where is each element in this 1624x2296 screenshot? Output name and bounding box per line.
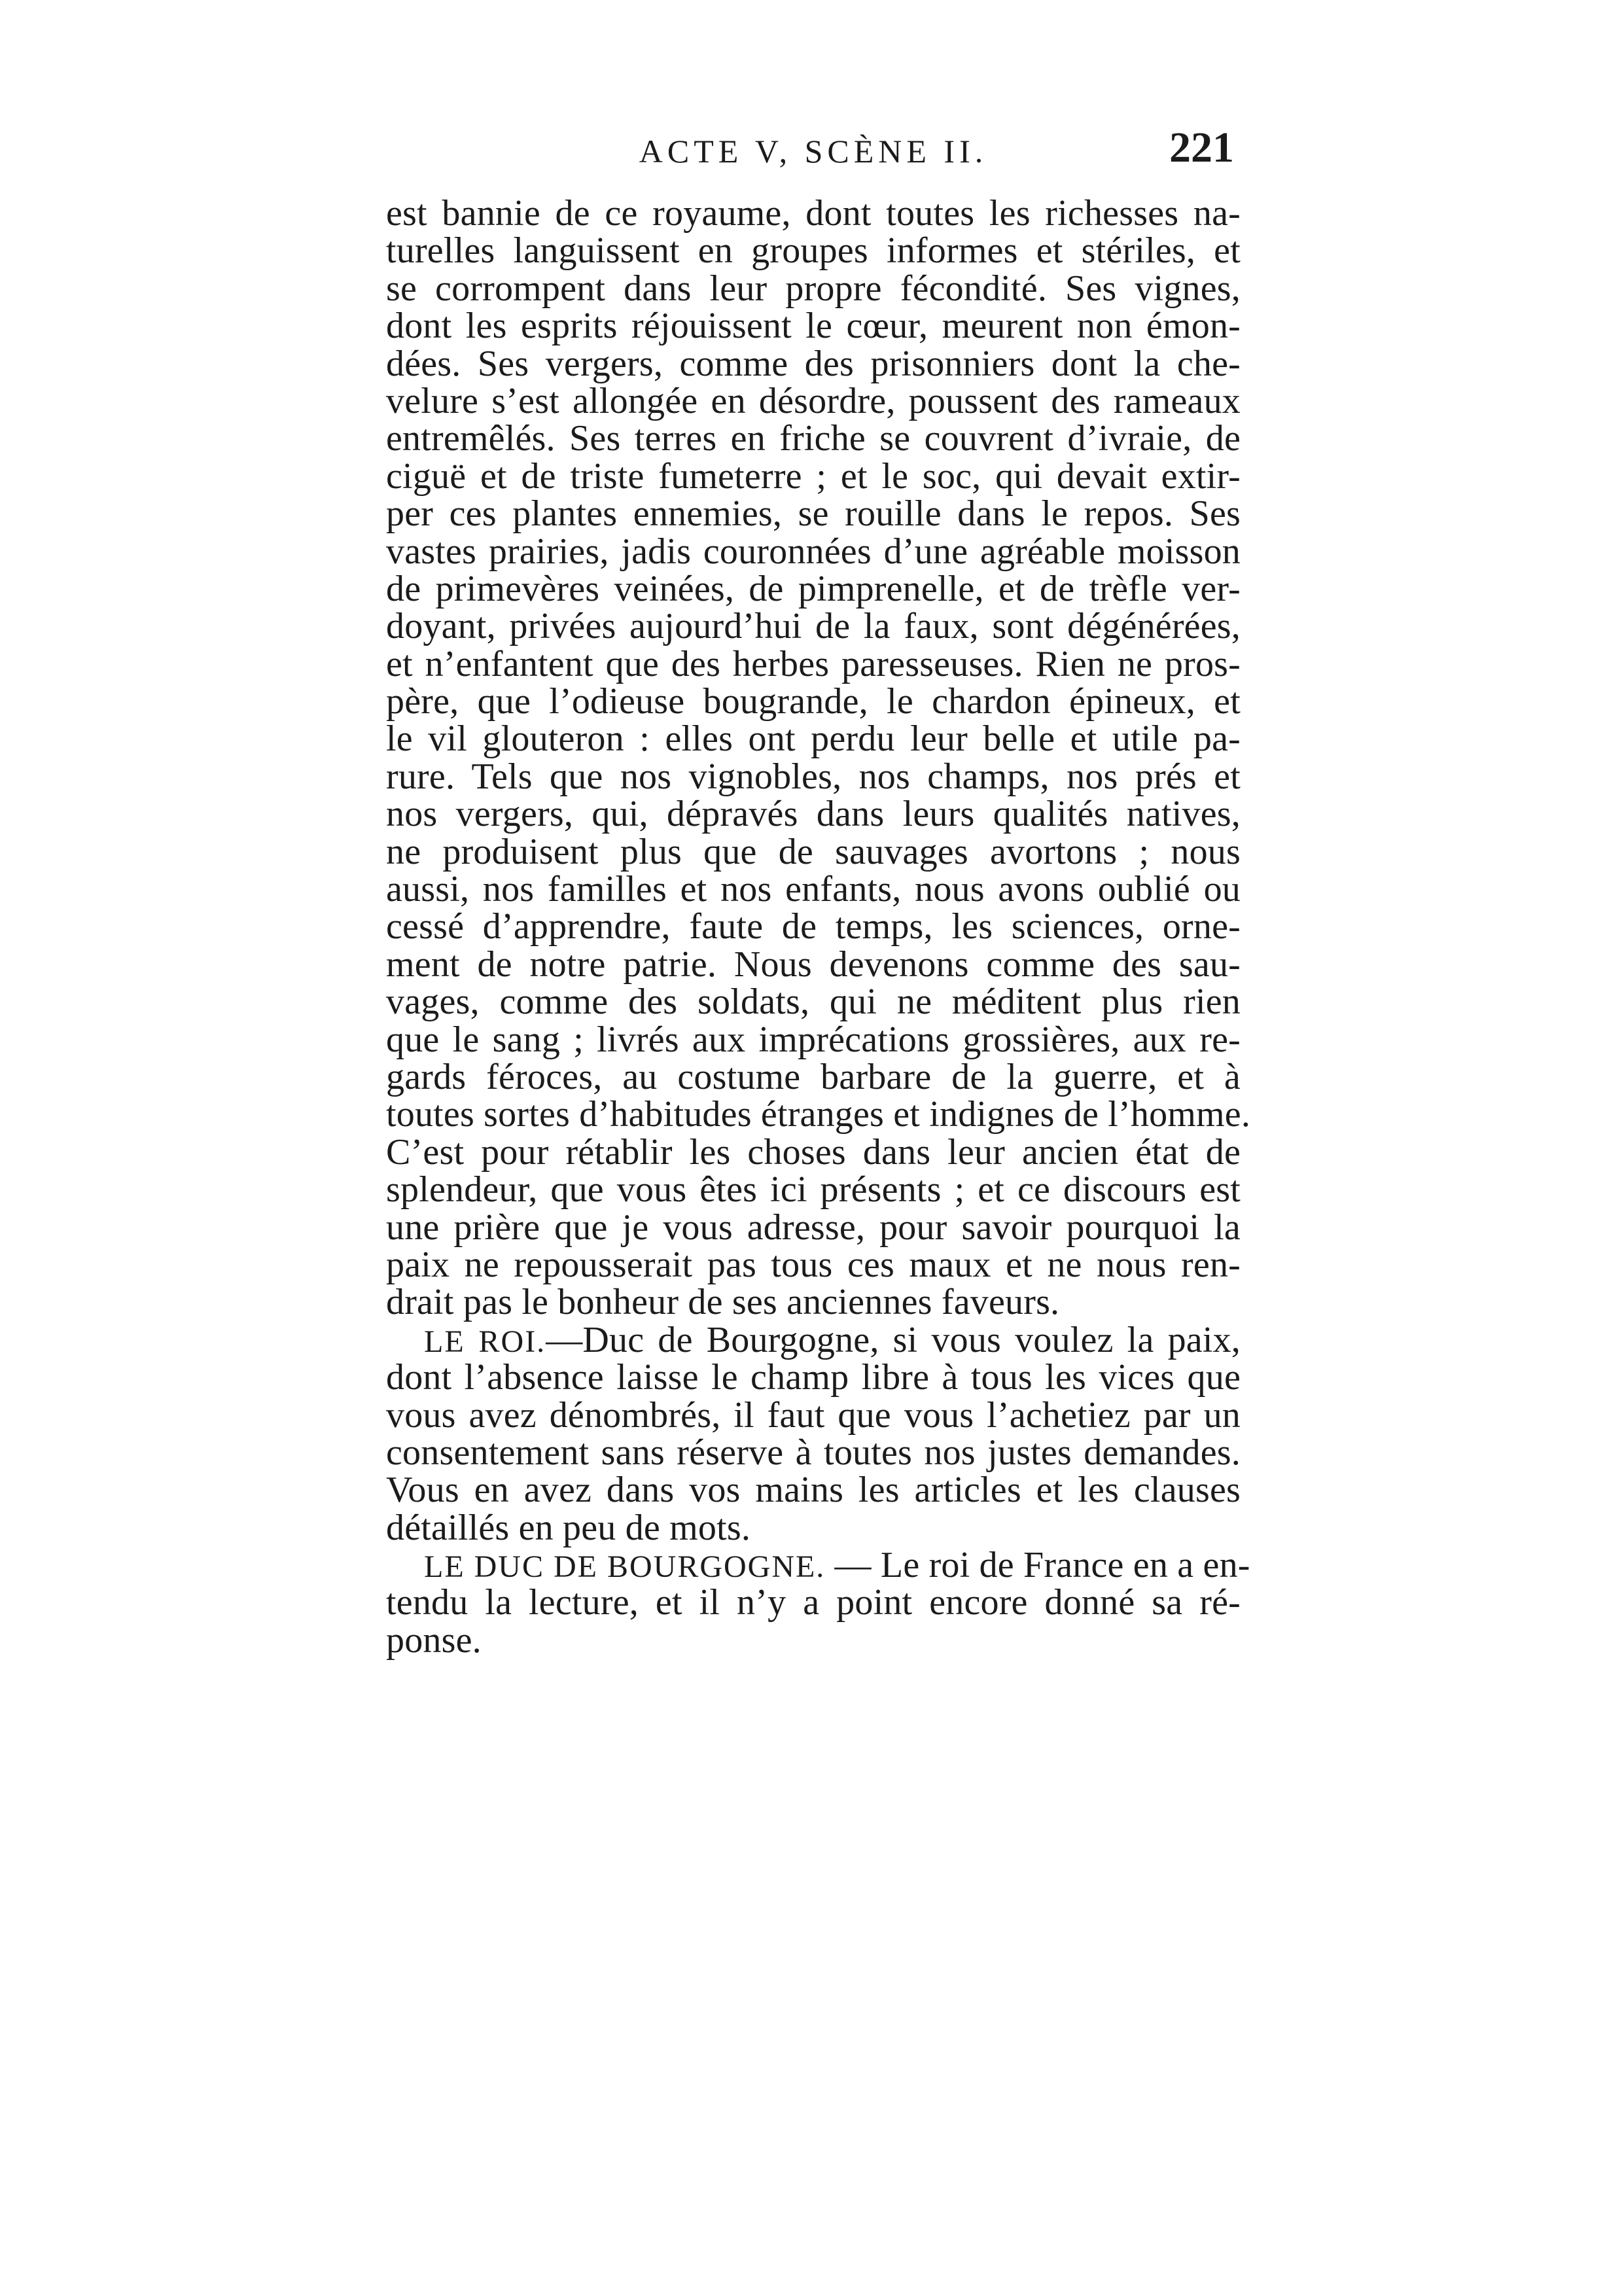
text-line: entremêlés. Ses terres en friche se couvrent d’ivraie, de	[386, 418, 1241, 459]
text-line: per ces plantes ennemies, se rouille dans le repos. Ses	[386, 493, 1241, 535]
text-line: splendeur, que vous êtes ici présents ; et ce discours est	[386, 1169, 1241, 1210]
speaker-duke: LE DUC DE BOURGOGNE.	[424, 1549, 826, 1585]
text-line: et n’enfantent que des herbes paresseuses. Rien ne pros-	[386, 643, 1241, 684]
text-line: toutes sortes d’habitudes étranges et indignes de l’homme.	[386, 1094, 1251, 1135]
text-line: une prière que je vous adresse, pour savoir pourquoi la	[386, 1207, 1241, 1248]
text-line: turelles languissent en groupes informes et stériles, et	[386, 230, 1241, 272]
speech-text: —Duc de Bourgogne, si vous voulez la paix,	[546, 1319, 1241, 1360]
text-line: ne produisent plus que de sauvages avortons ; nous	[386, 831, 1241, 872]
text-line: ment de notre patrie. Nous devenons comme des sau-	[386, 944, 1241, 985]
speaker-king: LE ROI.	[424, 1324, 546, 1359]
text-line: dont les esprits réjouissent le cœur, meurent non émon-	[386, 306, 1241, 347]
text-line: tendu la lecture, et il n’y a point encore donné sa ré-	[386, 1582, 1241, 1623]
text-line: ciguë et de triste fumeterre ; et le soc, qui devait extir-	[386, 455, 1241, 497]
speech-text: — Le roi de France en a en-	[825, 1545, 1250, 1586]
text-line: ponse.	[386, 1619, 482, 1661]
text-line: drait pas le bonheur de ses anciennes faveurs.	[386, 1282, 1060, 1323]
text-line: paix ne repousserait pas tous ces maux et ne nous ren-	[386, 1244, 1241, 1285]
text-line: velure s’est allongée en désordre, poussent des rameaux	[386, 380, 1241, 421]
text-line: est bannie de ce royaume, dont toutes les richesses na-	[386, 193, 1241, 234]
text-line: dées. Ses vergers, comme des prisonniers dont la che-	[386, 343, 1241, 384]
text-line: de primevères veinées, de pimprenelle, et de trèfle ver-	[386, 568, 1241, 609]
text-line: cessé d’apprendre, faute de temps, les sciences, orne-	[386, 906, 1241, 947]
text-block	[386, 193, 1251, 1661]
speech-king-first-line	[386, 1319, 1241, 1360]
running-head	[386, 123, 1241, 175]
text-line: père, que l’odieuse bougrande, le chardon épineux, et	[386, 681, 1241, 722]
text-line: le vil glouteron : elles ont perdu leur belle et utile pa-	[386, 718, 1241, 760]
running-title: ACTE V, SCÈNE II.	[639, 133, 988, 169]
text-line: nos vergers, qui, dépravés dans leurs qualités natives,	[386, 794, 1241, 835]
text-line: vous avez dénombrés, il faut que vous l’achetiez par un	[386, 1394, 1241, 1436]
text-line: se corrompent dans leur propre fécondité. Ses vignes,	[386, 268, 1241, 309]
text-line: aussi, nos familles et nos enfants, nous avons oublié ou	[386, 869, 1241, 910]
text-line: Vous en avez dans vos mains les articles et les clauses	[386, 1470, 1241, 1511]
speech-duke-first-line	[386, 1545, 1250, 1586]
text-line: consentement sans réserve à toutes nos justes demandes.	[386, 1432, 1241, 1473]
text-line: détaillés en peu de mots.	[386, 1507, 751, 1548]
text-line: vages, comme des soldats, qui ne méditent plus rien	[386, 981, 1241, 1023]
text-line: rure. Tels que nos vignobles, nos champs, nos prés et	[386, 756, 1241, 797]
text-line: gards féroces, au costume barbare de la guerre, et à	[386, 1056, 1241, 1097]
text-line: vastes prairies, jadis couronnées d’une agréable moisson	[386, 531, 1241, 572]
page-number: 221	[1169, 124, 1234, 171]
text-line: dont l’absence laisse le champ libre à tous les vices que	[386, 1357, 1241, 1398]
text-line: doyant, privées aujourd’hui de la faux, sont dégénérées,	[386, 606, 1241, 647]
text-line: C’est pour rétablir les choses dans leur ancien état de	[386, 1131, 1241, 1173]
text-line: que le sang ; livrés aux imprécations grossières, aux re-	[386, 1019, 1241, 1060]
